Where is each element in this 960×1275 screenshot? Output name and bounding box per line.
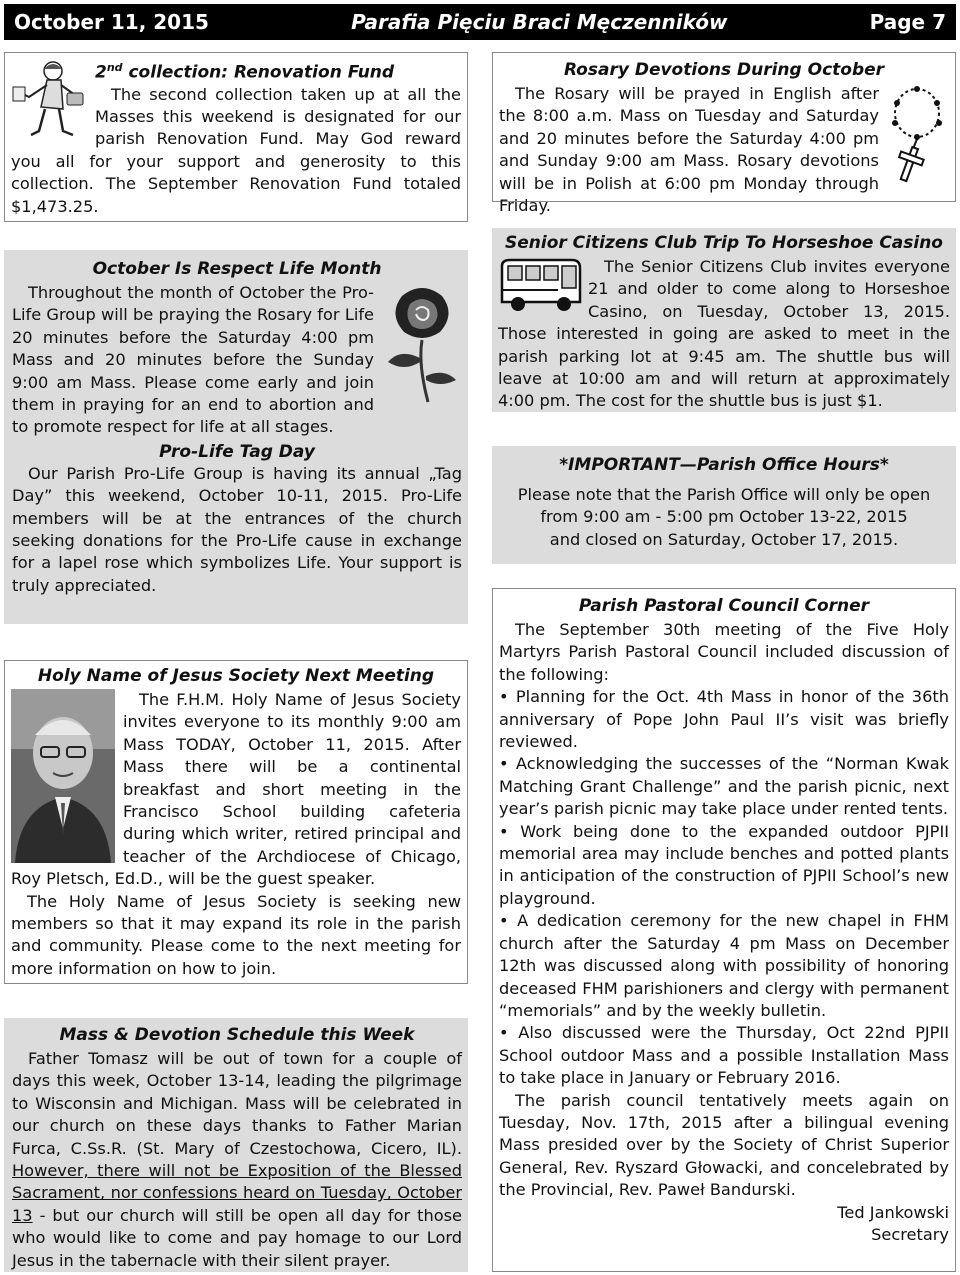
pastoral-council-title: Parish Pastoral Council Corner [578, 596, 870, 616]
donor-cartoon-image [11, 57, 91, 141]
mass-schedule-box [4, 1018, 468, 1272]
renovation-fund-body: The second collection taken up at all the Masses this weekend is designated for our parish Renovation Fund. May God reward you all for your support and generosity to this collection. The September Renovation Fund totaled $1,473.25. [11, 84, 461, 216]
rosary-body: The Rosary will be prayed in English after the 8:00 a.m. Mass on Tuesday and Saturday and 20 minutes before the Saturday 4:00 pm and Sunday 9:00 am Mass. Rosary devotions will be in Polish at 6:00 pm Monday through Friday. [499, 84, 879, 216]
mass-schedule-body: Father Tomasz will be out of town for a couple of days this week, October 13-14, leading the pilgrimage to Wisconsin and Michigan. Mass will be celebrated in our church on these days thanks to Father Marian Furca, C.Ss.R. (St. Mary of Czestochowa, Cicero, IL). However, there will not be Exposition of the Blessed Sacrament, nor confessions heard on Tuesday, October 13 - but our church will still be open all day for those who would like to come and pay homage to our Lord Jesus in the tabernacle with their silent prayer. [12, 1049, 462, 1270]
header-page-number: Page 7 [869, 10, 946, 34]
respect-life-title: October Is Respect Life Month [92, 259, 382, 279]
council-item-school-mass: • Also discussed were the Thursday, Oct 22nd PJPII School outdoor Mass and a possible Installation Mass to take place in January or February 2016. [499, 1023, 949, 1088]
holy-name-membership: The Holy Name of Jesus Society is seeking new members so that it may expand its role in the parish and community. Please come to the next meeting for more information on how to join. [11, 891, 461, 978]
rose-image [382, 284, 462, 408]
council-item-memorial-area: • Work being done to the expanded outdoor PJPII memorial area may include benches and potted plants in anticipation of the construction of PJPII School’s new playground. [499, 821, 949, 908]
pastoral-council-box [492, 588, 956, 1272]
pastoral-council-closing: The parish council tentatively meets again on Tuesday, Nov. 17th, 2015 after a bilingual evening Mass presided over by the Society of Christ Superior General, Rev. Ryszard Głowacki, and concelebrated by the Provincial, Rev. Paweł Bandurski. [499, 1090, 949, 1200]
header-date: October 11, 2015 [14, 10, 209, 34]
council-item-mass-planning: • Planning for the Oct. 4th Mass in honor of the 36th anniversary of Pope John Paul II’s visit was briefly reviewed. [499, 687, 949, 752]
office-hours-box [492, 446, 956, 564]
senior-citizens-box [492, 228, 956, 412]
senior-citizens-title: Senior Citizens Club Trip To Horseshoe Casino [505, 233, 943, 253]
office-hours-line-1: Please note that the Parish Office will only be open [517, 485, 931, 504]
respect-life-box [4, 250, 468, 624]
renovation-fund-box [4, 52, 468, 222]
council-item-chapel-dedication: • A dedication ceremony for the new chapel in FHM church after the Saturday 4 pm Mass on December 12th was discussed along with possibility of honoring deceased FHM parishioners and clergy with permanent “memorials” and by the weekly bulletin. [499, 911, 949, 1020]
pro-life-tag-day-title: Pro-Life Tag Day [159, 441, 315, 462]
rosary-box [492, 52, 956, 216]
holy-name-box [4, 660, 468, 984]
signature-role: Secretary [871, 1224, 949, 1244]
senior-citizens-body: The Senior Citizens Club invites everyone 21 and older to come along to Horseshoe Casino, on Tuesday, October 13, 2015. Those interested in going are asked to meet in the parish parking lot at 9:45 am. The shuttle bus will leave at 10:00 am and will return at approximately 4:00 pm. The cost for the shuttle bus is just $1. [498, 257, 950, 411]
no-exposition-notice: However, there will not be Exposition of the Blessed Sacrament, nor confessions heard on Tuesday, October 13 [12, 1161, 462, 1225]
office-hours-line-3: and closed on Saturday, October 17, 2015. [549, 529, 899, 549]
guest-speaker-photo [11, 689, 115, 863]
header-parish-name: Parafia Pięciu Braci Męczenników [351, 10, 728, 34]
pro-life-tag-day-body: Our Parish Pro-Life Group is having its annual „Tag Day” this weekend, October 10-11, 2015. Pro-Life members will be at the entrances of the church seeking donations for the Pro-Life cause in exchange for a lapel rose which symbolizes Life. Your support is truly appreciated. [12, 463, 462, 595]
rosary-beads-image [883, 83, 949, 183]
rosary-title: Rosary Devotions During October [563, 60, 885, 80]
pastoral-council-intro: The September 30th meeting of the Five Holy Martyrs Parish Pastoral Council included discussion of the following: [499, 620, 949, 684]
holy-name-body: The F.H.M. Holy Name of Jesus Society invites everyone to its monthly 9:00 am Mass TODAY, October 11, 2015. After Mass there will be a continental breakfast and short meeting in the Francisco School building cafeteria during which writer, retired principal and teacher of the Archdiocese of Chicago, Roy Pletsch, Ed.D., will be the guest speaker. [11, 690, 461, 889]
renovation-fund-title: 2nd collection: Renovation Fund [95, 61, 395, 83]
council-item-grant-picnic: • Acknowledging the successes of the “Norman Kwak Matching Grant Challenge” and the parish picnic, next year’s parish picnic may take place under rented tents. [499, 754, 949, 819]
respect-life-body: Throughout the month of October the Pro-Life Group will be praying the Rosary for Life 20 minutes before the Saturday 4:00 pm Mass and 20 minutes before the Sunday 9:00 am Mass. Please come early and join them in praying for an end to abortion and to promote respect for life at all stages. [12, 283, 374, 437]
signature-name: Ted Jankowski [837, 1202, 949, 1222]
page-header [4, 4, 956, 40]
office-hours-title: *IMPORTANT—Parish Office Hours* [559, 455, 889, 475]
holy-name-title: Holy Name of Jesus Society Next Meeting [37, 666, 435, 686]
mass-schedule-title: Mass & Devotion Schedule this Week [59, 1025, 415, 1045]
office-hours-line-2: from 9:00 am - 5:00 pm October 13-22, 2015 [540, 507, 908, 527]
shuttle-bus-icon [498, 256, 584, 316]
